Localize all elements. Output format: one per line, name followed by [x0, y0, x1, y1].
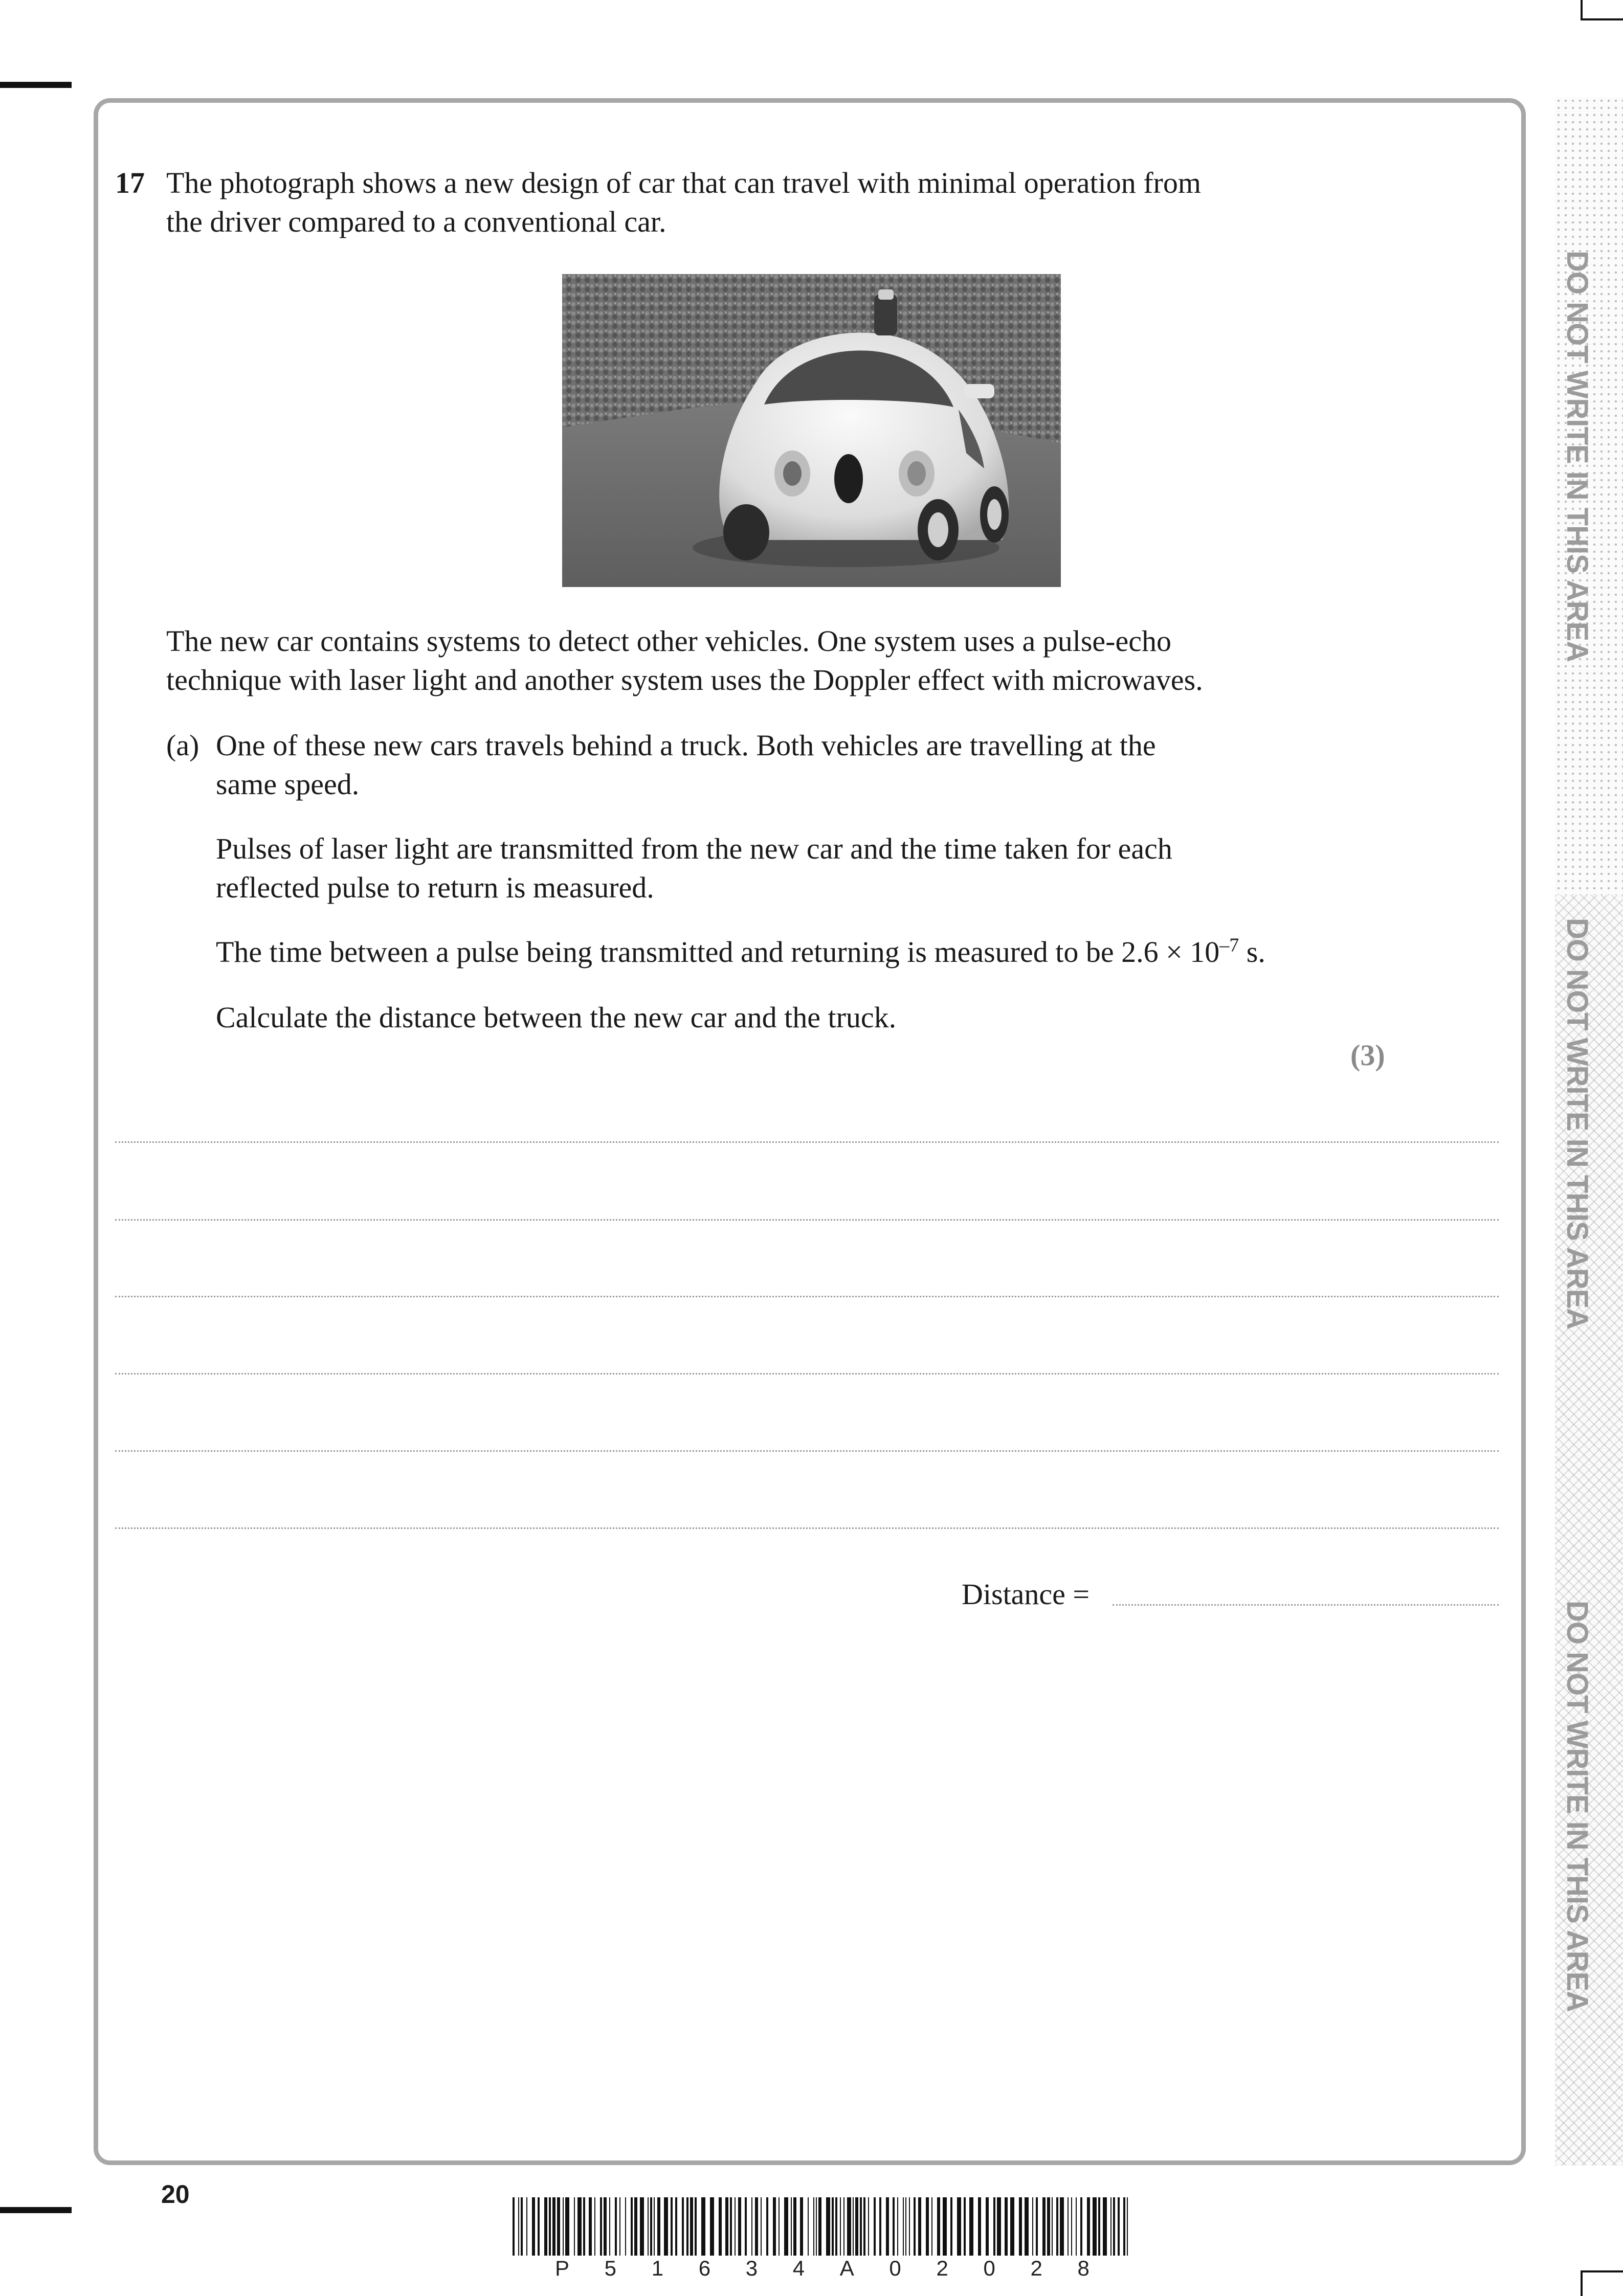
barcode-digit: 1 — [651, 2256, 664, 2280]
barcode-bar — [879, 2197, 881, 2256]
barcode-digit: 4 — [792, 2256, 805, 2280]
barcode-bar — [1025, 2197, 1029, 2256]
barcode-digit: 5 — [604, 2256, 617, 2280]
barcode-digit: 6 — [698, 2256, 711, 2280]
barcode-bar — [800, 2197, 803, 2256]
barcode-bar — [577, 2197, 582, 2256]
crop-mark-bottom-right-h — [1583, 2270, 1623, 2272]
barcode-bar — [793, 2197, 796, 2256]
barcode-digit: 0 — [983, 2256, 995, 2280]
barcode-bar — [1052, 2197, 1053, 2256]
barcode-bar — [710, 2197, 714, 2256]
barcode-digit: 8 — [1077, 2256, 1090, 2280]
barcode-bar — [664, 2197, 668, 2256]
barcode-bar — [1113, 2197, 1115, 2256]
page-number: 20 — [161, 2180, 190, 2209]
barcode-bar — [1118, 2197, 1120, 2256]
barcode-bar — [957, 2197, 961, 2256]
crop-mark-bottom-left — [0, 2207, 72, 2213]
do-not-write-label-bottom: DO NOT WRITE IN THIS AREA — [1561, 1601, 1594, 2012]
barcode-bar — [1087, 2197, 1090, 2256]
barcode-digit: 3 — [745, 2256, 758, 2280]
barcode-bar — [730, 2197, 732, 2256]
barcode-bar — [978, 2197, 981, 2256]
barcode-bar — [1005, 2197, 1008, 2256]
barcode-bar — [609, 2197, 610, 2256]
barcode-bar — [997, 2197, 1001, 2256]
answer-line[interactable] — [115, 1450, 1499, 1452]
barcode-bar — [600, 2197, 602, 2256]
barcode-bar — [650, 2197, 652, 2256]
barcode-bar — [521, 2197, 523, 2256]
answer-line[interactable] — [115, 1373, 1499, 1375]
question-number: 17 — [115, 166, 145, 199]
barcode-bar — [625, 2197, 626, 2256]
time-exponent: –7 — [1219, 934, 1239, 956]
barcode-digit: P — [555, 2256, 570, 2280]
barcode-bar — [657, 2197, 660, 2256]
part-a-instruction: Calculate the distance between the new car and the truck. — [216, 1001, 897, 1034]
barcode-bar — [1080, 2197, 1082, 2256]
barcode-bar — [1032, 2197, 1033, 2256]
barcode-bar — [1103, 2197, 1107, 2256]
barcode-bar — [816, 2197, 817, 2256]
question-context: The new car contains systems to detect other vehicles. One system uses a pulse-echo technique with laser light and another system uses the Doppler effect with microwaves. — [166, 624, 1203, 696]
barcode-bar — [1047, 2197, 1050, 2256]
barcode-bar — [654, 2197, 655, 2256]
car-photograph — [562, 274, 1061, 587]
part-a-label: (a) — [166, 729, 199, 762]
do-not-write-label-middle: DO NOT WRITE IN THIS AREA — [1561, 918, 1594, 1330]
barcode-bar — [1127, 2197, 1128, 2256]
barcode-bar — [855, 2197, 858, 2256]
barcode-bar — [690, 2197, 693, 2256]
barcode-bar — [648, 2197, 649, 2256]
barcode-bar — [840, 2197, 841, 2256]
barcode-bar — [950, 2197, 952, 2256]
barcode-bar — [544, 2197, 547, 2256]
barcode-bar — [784, 2197, 788, 2256]
barcode-bar — [847, 2197, 851, 2256]
barcode-bar — [695, 2197, 697, 2256]
crop-mark-top-right-h — [1583, 18, 1623, 20]
barcode-bar — [631, 2197, 633, 2256]
barcode-bar — [552, 2197, 555, 2256]
barcode-bar — [931, 2197, 932, 2256]
barcode-bar — [725, 2197, 728, 2256]
barcode-bar — [832, 2197, 834, 2256]
barcode-bar — [964, 2197, 966, 2256]
barcode-bar — [513, 2197, 515, 2256]
barcode-bar — [735, 2197, 736, 2256]
barcode-bar — [943, 2197, 947, 2256]
answer-line[interactable] — [115, 1527, 1499, 1529]
barcode-bar — [843, 2197, 844, 2256]
barcode-bar — [1060, 2197, 1064, 2256]
barcode-bar — [969, 2197, 973, 2256]
part-a-marks: (3) — [1350, 1039, 1385, 1072]
barcode-bar — [1042, 2197, 1046, 2256]
distance-answer-label: Distance = — [962, 1578, 1090, 1611]
barcode-bar — [565, 2197, 569, 2256]
barcode-bar — [619, 2197, 620, 2256]
barcode-bar — [909, 2197, 910, 2256]
barcode-bar — [826, 2197, 830, 2256]
barcode-bar — [538, 2197, 540, 2256]
barcode-digits — [555, 2256, 1090, 2281]
barcode-bar — [557, 2197, 560, 2256]
distance-answer-field[interactable] — [1113, 1604, 1499, 1606]
barcode-bar — [615, 2197, 617, 2256]
barcode-bar — [761, 2197, 762, 2256]
barcode-bar — [1071, 2197, 1072, 2256]
answer-line[interactable] — [115, 1219, 1499, 1221]
part-a-method: Pulses of laser light are transmitted from the new car and the time taken for each reflected pulse to return is measured. — [216, 832, 1172, 904]
barcode-digit: 2 — [1030, 2256, 1042, 2280]
barcode-bar — [926, 2197, 929, 2256]
barcode-bar — [868, 2197, 869, 2256]
self-driving-car-image — [562, 274, 1061, 587]
barcode-bar — [1123, 2197, 1125, 2256]
barcode-bar — [813, 2197, 814, 2256]
question-intro: The photograph shows a new design of car that can travel with minimal operation from the driver compared to a conventional car. — [166, 166, 1201, 238]
barcode-bar — [986, 2197, 989, 2256]
answer-line[interactable] — [115, 1141, 1499, 1143]
barcode-bar — [549, 2197, 551, 2256]
barcode-bar — [738, 2197, 741, 2256]
part-a-scenario: One of these new cars travels behind a truck. Both vehicles are travelling at the same speed. — [216, 729, 1156, 801]
barcode-bar — [682, 2197, 684, 2256]
answer-line[interactable] — [115, 1296, 1499, 1297]
barcode-bar — [1019, 2197, 1022, 2256]
barcode-bar — [886, 2197, 889, 2256]
barcode-bar — [686, 2197, 688, 2256]
barcode-digit: 0 — [889, 2256, 901, 2280]
barcode-digit: 2 — [936, 2256, 948, 2280]
barcode-bar — [583, 2197, 585, 2256]
crop-mark-bottom-right-v — [1581, 2270, 1583, 2296]
barcode-bar — [818, 2197, 821, 2256]
barcode-bar — [914, 2197, 916, 2256]
barcode-bar — [634, 2197, 637, 2256]
barcode-bar — [773, 2197, 776, 2256]
barcode-bar — [1056, 2197, 1058, 2256]
barcode-bar — [893, 2197, 895, 2256]
barcode-bar — [755, 2197, 758, 2256]
barcode-bar — [766, 2197, 768, 2256]
barcode-bar — [574, 2197, 575, 2256]
barcode-bar — [1093, 2197, 1097, 2256]
barcode-bar — [905, 2197, 906, 2256]
barcode-bar — [526, 2197, 527, 2256]
barcode-bar — [993, 2197, 995, 2256]
crop-mark-top-left — [0, 82, 72, 88]
barcode-bar — [745, 2197, 747, 2256]
barcode-bar — [532, 2197, 535, 2256]
part-a-time-measurement: The time between a pulse being transmitted and returning is measured to be $2.6 \times 10^{-7}$ s. — [216, 934, 1265, 969]
barcode-bar — [719, 2197, 722, 2256]
barcode-bar — [1098, 2197, 1100, 2256]
barcode-bar — [594, 2197, 595, 2256]
do-not-write-label-top: DO NOT WRITE IN THIS AREA — [1561, 251, 1594, 662]
barcode-bar — [604, 2197, 607, 2256]
barcode-bar — [1036, 2197, 1038, 2256]
barcode-bar — [808, 2197, 809, 2256]
barcode-bar — [701, 2197, 705, 2256]
crop-mark-top-right-v — [1581, 0, 1583, 20]
barcode — [513, 2197, 1131, 2256]
barcode-bar — [779, 2197, 780, 2256]
barcode-bar — [1010, 2197, 1014, 2256]
barcode-bar — [874, 2197, 876, 2256]
barcode-bar — [853, 2197, 854, 2256]
barcode-digit: A — [839, 2256, 854, 2280]
barcode-bar — [563, 2197, 564, 2256]
barcode-bar — [937, 2197, 940, 2256]
barcode-bar — [903, 2197, 904, 2256]
barcode-bar — [589, 2197, 592, 2256]
barcode-bar — [671, 2197, 673, 2256]
barcode-bar — [1068, 2197, 1069, 2256]
barcode-bar — [918, 2197, 921, 2256]
barcode-bar — [835, 2197, 837, 2256]
barcode-bar — [1076, 2197, 1077, 2256]
barcode-bar — [640, 2197, 644, 2256]
barcode-bar — [518, 2197, 519, 2256]
barcode-bar — [860, 2197, 862, 2256]
barcode-bar — [897, 2197, 898, 2256]
barcode-bar — [1110, 2197, 1111, 2256]
barcode-bar — [863, 2197, 865, 2256]
barcode-bar — [751, 2197, 752, 2256]
barcode-bar — [791, 2197, 792, 2256]
barcode-bar — [675, 2197, 677, 2256]
